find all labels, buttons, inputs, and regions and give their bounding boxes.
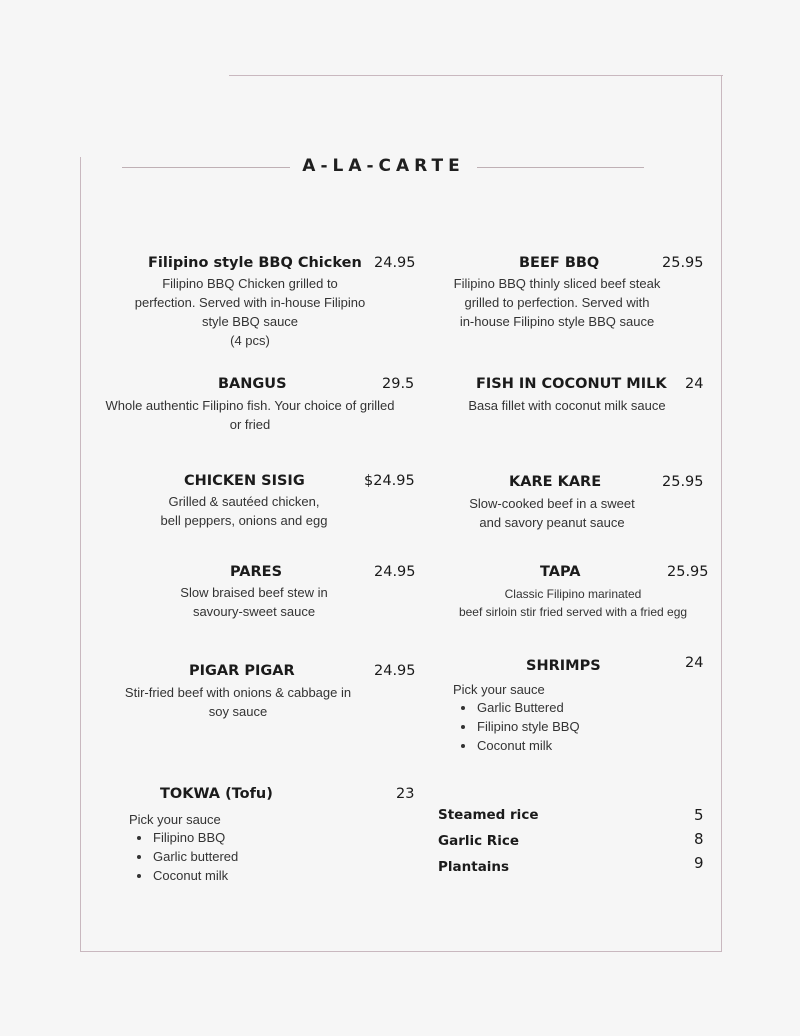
frame-border-left	[80, 157, 81, 952]
item-price-pares: 24.95	[374, 564, 416, 580]
item-price-kare-kare: 25.95	[662, 474, 704, 490]
desc-line: Whole authentic Filipino fish. Your choice of grilled	[105, 398, 395, 413]
desc-line: grilled to perfection. Served with	[464, 295, 650, 310]
item-name-kare-kare: KARE KARE	[509, 474, 602, 490]
item-price-pigar-pigar: 24.95	[374, 663, 416, 679]
desc-line: Basa fillet with coconut milk sauce	[468, 398, 666, 413]
item-price-bbq-chicken: 24.95	[374, 255, 416, 271]
item-price-beef-bbq: 25.95	[662, 255, 704, 271]
desc-line: style BBQ sauce	[201, 314, 299, 329]
desc-line: Slow braised beef stew in	[180, 585, 328, 600]
desc-line: in-house Filipino style BBQ sauce	[459, 314, 655, 329]
item-price-chicken-sisig: $24.95	[364, 473, 415, 489]
side-name-plantains: Plantains	[438, 859, 510, 875]
side-price-plantains: 9	[694, 854, 704, 872]
side-price-steamed-rice: 5	[694, 806, 704, 824]
sauce-prompt: Pick your sauce	[453, 682, 545, 697]
sauce-option: • Garlic Buttered	[476, 698, 653, 717]
side-name-garlic-rice: Garlic Rice	[438, 833, 519, 849]
frame-border-top	[229, 75, 723, 76]
desc-line: Slow-cooked beef in a sweet	[469, 496, 635, 511]
sauce-prompt: Pick your sauce	[129, 812, 221, 827]
title-rule-right	[477, 167, 644, 168]
item-name-fish-coconut: FISH IN COCONUT MILK	[476, 376, 667, 392]
item-name-tokwa: TOKWA (Tofu)	[160, 786, 273, 802]
item-desc-kare-kare	[432, 494, 672, 532]
title-rule-left	[122, 167, 290, 168]
desc-line: Classic Filipino marinated	[504, 587, 642, 601]
desc-line: or fried	[229, 417, 271, 432]
sauce-option: • Filipino BBQ	[152, 828, 329, 847]
desc-line: savoury-sweet sauce	[192, 604, 316, 619]
item-name-beef-bbq: BEEF BBQ	[519, 255, 600, 271]
desc-line: beef sirloin stir fried served with a fried egg	[458, 605, 688, 619]
item-desc-chicken-sisig	[124, 492, 364, 530]
item-price-shrimps: 24	[685, 655, 704, 671]
desc-line: (4 pcs)	[230, 333, 270, 348]
sauce-option: • Coconut milk	[476, 736, 653, 755]
item-desc-bbq-chicken	[110, 274, 390, 350]
side-name-steamed-rice: Steamed rice	[438, 807, 539, 823]
item-name-bangus: BANGUS	[218, 376, 287, 392]
item-price-tokwa: 23	[396, 786, 415, 802]
item-desc-pigar-pigar	[100, 683, 376, 721]
item-name-shrimps: SHRIMPS	[526, 658, 601, 674]
item-name-tapa: TAPA	[540, 564, 581, 580]
item-name-pares: PARES	[230, 564, 283, 580]
desc-line: soy sauce	[208, 704, 268, 719]
item-price-tapa: 25.95	[667, 564, 709, 580]
item-name-bbq-chicken: Filipino style BBQ Chicken	[148, 255, 362, 271]
item-desc-tapa	[430, 585, 716, 621]
sauce-option: • Filipino style BBQ	[476, 717, 653, 736]
item-desc-beef-bbq	[437, 274, 677, 331]
item-desc-bangus	[90, 396, 410, 434]
desc-line: Grilled & sautéed chicken,	[168, 494, 320, 509]
sauce-options-list	[453, 698, 653, 755]
menu-title: A-LA-CARTE	[302, 156, 465, 176]
desc-line: and savory peanut sauce	[479, 515, 625, 530]
item-desc-pares	[134, 583, 374, 621]
item-name-chicken-sisig: CHICKEN SISIG	[184, 473, 305, 489]
desc-line: bell peppers, onions and egg	[160, 513, 328, 528]
item-desc-fish-coconut	[447, 396, 687, 415]
sauce-option: • Garlic buttered	[152, 847, 329, 866]
sauce-options-list	[129, 828, 329, 885]
item-options-shrimps	[453, 682, 653, 755]
desc-line: Filipino BBQ Chicken grilled to	[162, 276, 338, 291]
desc-line: perfection. Served with in-house Filipino	[134, 295, 366, 310]
sauce-option: • Coconut milk	[152, 866, 329, 885]
frame-border-bottom	[80, 951, 722, 952]
side-price-garlic-rice: 8	[694, 830, 704, 848]
desc-line: Filipino BBQ thinly sliced beef steak	[453, 276, 661, 291]
desc-line: Stir-fried beef with onions & cabbage in	[124, 685, 352, 700]
item-name-pigar-pigar: PIGAR PIGAR	[189, 663, 295, 679]
frame-border-right	[721, 75, 722, 952]
item-price-bangus: 29.5	[382, 376, 415, 392]
item-price-fish-coconut: 24	[685, 376, 704, 392]
item-options-tokwa	[129, 812, 329, 885]
